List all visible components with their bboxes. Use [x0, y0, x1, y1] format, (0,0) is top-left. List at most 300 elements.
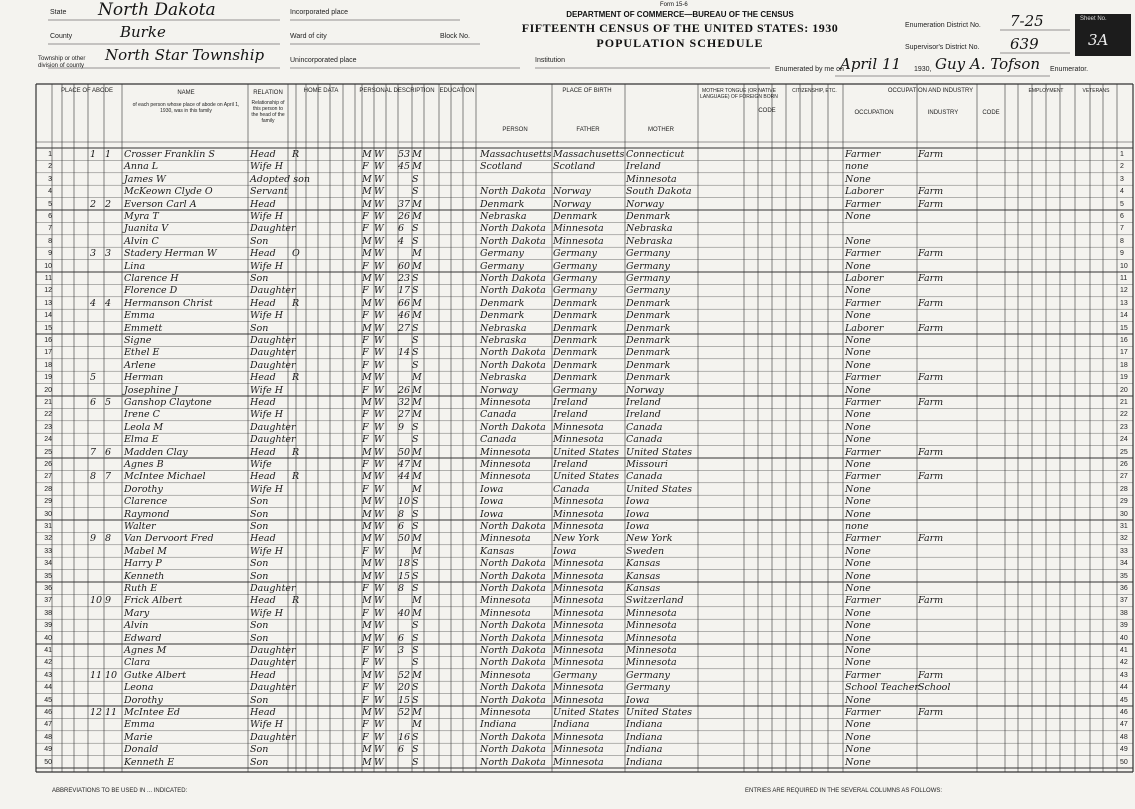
cell-occ: None: [845, 409, 871, 421]
cell-fbp: Minnesota: [553, 756, 604, 768]
row-number: 48: [44, 733, 52, 741]
row-number: 13: [44, 299, 52, 307]
row-number: 19: [44, 374, 52, 382]
cell-name: Myra T: [124, 211, 159, 222]
cell-bp: Iowa: [480, 496, 504, 508]
cell-ind: Farm: [918, 372, 944, 384]
cell-bp: Nebraska: [480, 211, 527, 222]
row-number: 23: [44, 423, 52, 431]
cell-mar: S: [412, 570, 419, 582]
cell-fbp: Minnesota: [553, 521, 604, 532]
row-number-right: 36: [1120, 585, 1128, 592]
cell-age: 44: [398, 471, 411, 483]
cell-sex: M: [362, 632, 372, 644]
cell-rel: Wife: [250, 459, 272, 470]
row-number-right: 3: [1120, 175, 1124, 183]
cell-mbp: Denmark: [626, 372, 671, 384]
row-number-right: 28: [1120, 485, 1128, 493]
county-label: County: [50, 33, 73, 40]
cell-mbp: Minnesota: [626, 645, 677, 656]
cell-name: Florence D: [124, 285, 178, 297]
cell-ind: Farm: [918, 198, 944, 210]
row-number: 43: [44, 671, 52, 679]
cell-mar: S: [412, 657, 419, 669]
row-number: 34: [44, 560, 52, 568]
cell-ind: Farm: [918, 707, 944, 718]
cell-sex: M: [362, 273, 372, 284]
cell-mar: S: [412, 322, 419, 334]
cell-age: 50: [398, 446, 411, 458]
cell-rel: Son: [250, 620, 269, 632]
cell-race: W: [374, 707, 384, 718]
cell-rel: Daughter: [250, 731, 296, 743]
cell-bp: North Dakota: [480, 570, 546, 582]
cell-sex: M: [362, 756, 372, 768]
row-number-right: 5: [1120, 200, 1124, 208]
cell-name: Dorothy: [124, 694, 163, 706]
cell-mbp: Switzerland: [626, 595, 684, 607]
cell-occ: None: [845, 335, 871, 346]
row-number: 31: [44, 523, 52, 530]
cell-sex: M: [362, 533, 372, 545]
cell-occ: Farmer: [845, 533, 881, 545]
cell-age: 20: [398, 682, 411, 694]
row-number-right: 25: [1120, 448, 1128, 456]
row-number-right: 20: [1120, 386, 1128, 394]
cell-bp: Nebraska: [480, 372, 527, 384]
cell-race: W: [374, 446, 384, 458]
row-number-right: 37: [1120, 597, 1128, 605]
cell-race: W: [374, 669, 384, 681]
cell-fbp: Norway: [553, 186, 591, 198]
cell-fbp: Massachusetts: [553, 149, 625, 160]
cell-age: 26: [398, 211, 411, 222]
cell-occ: None: [845, 756, 871, 768]
cell-sex: F: [362, 421, 369, 433]
footer-entries: ENTRIES ARE REQUIRED IN THE SEVERAL COLUMNS AS FOLLOWS:: [745, 788, 943, 794]
cell-mar: S: [412, 583, 419, 594]
cell-race: W: [374, 533, 384, 545]
cell-mbp: Minnesota: [626, 657, 677, 669]
cell-dw: 5: [90, 372, 97, 384]
cell-sex: M: [362, 471, 372, 483]
cell-dw: 1: [90, 149, 97, 160]
birth-father-subhead: FATHER: [576, 127, 600, 133]
cell-rel: Wife H: [250, 483, 284, 495]
cell-sex: F: [362, 607, 369, 619]
cell-name: Leona: [124, 682, 154, 694]
cell-race: W: [374, 359, 384, 371]
cell-occ: None: [845, 347, 871, 359]
enum-district-label: Enumeration District No.: [905, 22, 981, 29]
cell-mar: M: [412, 211, 422, 222]
cell-age: 26: [398, 384, 411, 396]
group-occupation-industry: OCCUPATION AND INDUSTRY: [887, 88, 974, 94]
cell-rel: Son: [250, 744, 269, 756]
cell-mbp: Germany: [626, 669, 670, 681]
cell-occ: None: [845, 483, 871, 495]
cell-mbp: Sweden: [626, 545, 665, 557]
cell-fam: 1: [105, 149, 112, 160]
cell-occ: None: [845, 632, 871, 644]
cell-bp: Minnesota: [480, 707, 531, 718]
cell-mar: S: [412, 731, 419, 743]
cell-race: W: [374, 434, 384, 446]
cell-bp: Minnesota: [480, 397, 531, 408]
cell-race: W: [374, 682, 384, 694]
cell-bp: Norway: [480, 384, 518, 396]
row-number-right: 50: [1120, 758, 1128, 766]
cell-sex: M: [362, 235, 372, 247]
cell-name: Clarence: [124, 496, 168, 508]
cell-bp: Denmark: [480, 297, 525, 309]
cell-fam: 3: [105, 248, 112, 260]
row-number: 5: [48, 200, 52, 208]
cell-rel: Daughter: [250, 285, 296, 297]
row-number: 44: [44, 684, 52, 692]
cell-occ: Farmer: [845, 248, 881, 260]
cell-mbp: Iowa: [626, 508, 650, 520]
cell-sex: F: [362, 223, 369, 235]
row-number-right: 12: [1120, 287, 1128, 295]
row-number: 4: [48, 188, 52, 196]
cell-rel: Daughter: [250, 359, 296, 371]
group-name: NAME: [177, 90, 195, 96]
cell-ind: School: [918, 682, 951, 694]
cell-fam: 2: [105, 198, 112, 210]
row-number: 38: [44, 609, 52, 617]
row-number-right: 14: [1120, 312, 1128, 320]
cell-dw: 10: [90, 595, 103, 607]
row-number: 39: [44, 622, 52, 630]
cell-bp: North Dakota: [480, 632, 546, 644]
cell-race: W: [374, 273, 384, 284]
cell-mbp: Germany: [626, 273, 670, 284]
cell-fbp: Denmark: [553, 335, 598, 346]
row-number: 24: [44, 436, 52, 444]
cell-ind: Farm: [918, 322, 944, 334]
cell-name: McKeown Clyde O: [124, 186, 213, 198]
cell-occ: None: [845, 285, 871, 297]
cell-race: W: [374, 645, 384, 656]
cell-mbp: Denmark: [626, 211, 671, 222]
state-label: State: [50, 9, 67, 16]
cell-name: Elma E: [124, 434, 159, 446]
row-number-right: 2: [1120, 163, 1124, 171]
row-number-right: 48: [1120, 733, 1128, 741]
cell-mbp: Iowa: [626, 694, 650, 706]
cell-mar: S: [412, 347, 419, 359]
cell-occ: none: [845, 161, 869, 173]
cell-sex: F: [362, 731, 369, 743]
cell-sex: M: [362, 595, 372, 607]
cell-name: Harry P: [124, 558, 162, 570]
cell-bp: North Dakota: [480, 558, 546, 570]
cell-bp: Denmark: [480, 310, 525, 322]
cell-dw: 2: [90, 198, 97, 210]
cell-rel: Head: [250, 533, 276, 545]
row-number: 12: [44, 287, 52, 295]
cell-name: Kenneth: [124, 570, 165, 582]
cell-race: W: [374, 235, 384, 247]
cell-race: W: [374, 421, 384, 433]
cell-bp: Canada: [480, 409, 517, 421]
cell-rel: Wife H: [250, 384, 284, 396]
row-number: 32: [44, 535, 52, 543]
enumerator-suffix: Enumerator.: [1050, 66, 1089, 73]
cell-age: 14: [398, 347, 411, 359]
cell-occ: None: [845, 570, 871, 582]
row-number-right: 29: [1120, 498, 1128, 506]
cell-fbp: United States: [553, 446, 620, 458]
cell-mbp: Nebraska: [626, 223, 673, 235]
cell-bp: North Dakota: [480, 186, 546, 198]
cell-sex: M: [362, 707, 372, 718]
cell-age: 17: [398, 285, 411, 297]
cell-mar: S: [412, 434, 419, 446]
cell-mar: M: [412, 310, 422, 322]
cell-sex: F: [362, 583, 369, 594]
row-number: 17: [44, 349, 52, 357]
row-number-right: 15: [1120, 324, 1128, 332]
supervisor-label: Supervisor's District No.: [905, 44, 980, 51]
cell-fbp: Iowa: [553, 545, 577, 557]
cell-occ: Farmer: [845, 397, 881, 408]
cell-mar: M: [412, 198, 422, 210]
state-value: North Dakota: [98, 0, 216, 20]
cell-mbp: Minnesota: [626, 620, 677, 632]
cell-fbp: New York: [553, 533, 600, 545]
row-number-right: 1: [1120, 151, 1124, 158]
cell-mbp: Iowa: [626, 521, 650, 532]
row-number: 1: [48, 151, 52, 158]
cell-bp: Nebraska: [480, 322, 527, 334]
cell-occ: None: [845, 558, 871, 570]
cell-rel: Head: [250, 149, 276, 160]
cell-mar: M: [412, 533, 422, 545]
cell-ind: Farm: [918, 273, 944, 284]
cell-age: 32: [398, 397, 411, 408]
cell-name: Dorothy: [124, 483, 163, 495]
cell-fbp: Minnesota: [553, 421, 604, 433]
cell-mar: S: [412, 508, 419, 520]
cell-name: Ethel E: [124, 347, 160, 359]
cell-race: W: [374, 335, 384, 346]
cell-mar: M: [412, 545, 422, 557]
cell-race: W: [374, 570, 384, 582]
cell-rel: Head: [250, 248, 276, 260]
cell-fbp: Minnesota: [553, 508, 604, 520]
row-number-right: 6: [1120, 213, 1124, 220]
cell-mbp: Denmark: [626, 297, 671, 309]
cell-race: W: [374, 211, 384, 222]
cell-name: James W: [124, 173, 166, 185]
row-number-right: 31: [1120, 523, 1128, 530]
cell-race: W: [374, 285, 384, 297]
cell-fbp: Minnesota: [553, 645, 604, 656]
cell-fam: 8: [105, 533, 112, 545]
cell-dw: 11: [90, 669, 103, 681]
row-number: 18: [44, 361, 52, 369]
group-citizenship: CITIZENSHIP, ETC.: [792, 88, 837, 94]
department-title: DEPARTMENT OF COMMERCE—BUREAU OF THE CENSUS: [566, 10, 794, 19]
row-number-right: 23: [1120, 423, 1128, 431]
form-number: Form 15-6: [660, 2, 688, 8]
cell-rel: Head: [250, 297, 276, 309]
cell-occ: Farmer: [845, 595, 881, 607]
cell-mar: M: [412, 297, 422, 309]
cell-sex: M: [362, 322, 372, 334]
cell-age: 50: [398, 533, 411, 545]
cell-mbp: Nebraska: [626, 235, 673, 247]
cell-rel: Son: [250, 521, 269, 532]
cell-bp: North Dakota: [480, 235, 546, 247]
row-number: 37: [44, 597, 52, 605]
cell-bp: Minnesota: [480, 446, 531, 458]
cell-sex: M: [362, 508, 372, 520]
group-relation: RELATION: [253, 90, 283, 96]
row-number-right: 7: [1120, 225, 1124, 233]
row-number-right: 19: [1120, 374, 1128, 382]
cell-mar: M: [412, 471, 422, 483]
row-number: 47: [44, 721, 52, 729]
name-subhead: of each person whose place of abode on April 1, 1930, was in this family: [132, 102, 240, 114]
cell-dw: 6: [90, 397, 97, 408]
cell-sex: F: [362, 161, 369, 173]
cell-sex: F: [362, 211, 369, 222]
cell-rel: Head: [250, 397, 276, 408]
cell-bp: Germany: [480, 248, 524, 260]
cell-mar: S: [412, 620, 419, 632]
row-number: 20: [44, 386, 52, 394]
cell-fbp: Denmark: [553, 211, 598, 222]
cell-fbp: Minnesota: [553, 694, 604, 706]
cell-mbp: Indiana: [626, 719, 663, 731]
cell-fbp: Minnesota: [553, 223, 604, 235]
cell-mbp: Indiana: [626, 756, 663, 768]
cell-occ: None: [845, 211, 871, 222]
cell-fam: 7: [105, 471, 112, 483]
cell-rel: Head: [250, 372, 276, 384]
cell-rel: Daughter: [250, 583, 296, 594]
cell-sex: F: [362, 260, 369, 272]
cell-fbp: Minnesota: [553, 607, 604, 619]
row-number-right: 40: [1120, 634, 1128, 642]
cell-mbp: Denmark: [626, 322, 671, 334]
cell-mbp: Norway: [626, 384, 664, 396]
cell-sex: F: [362, 682, 369, 694]
cell-rel: Son: [250, 496, 269, 508]
cell-name: Irene C: [124, 409, 160, 421]
cell-sex: F: [362, 719, 369, 731]
cell-race: W: [374, 471, 384, 483]
cell-dw: 3: [90, 248, 97, 260]
cell-sex: M: [362, 297, 372, 309]
cell-mar: S: [412, 173, 419, 185]
cell-dw: 9: [90, 533, 97, 545]
cell-mar: S: [412, 496, 419, 508]
cell-age: 18: [398, 558, 411, 570]
cell-name: Hermanson Christ: [124, 297, 213, 309]
occupation-subhead: OCCUPATION: [854, 110, 894, 116]
row-number-right: 9: [1120, 250, 1124, 258]
cell-name: Herman: [124, 372, 164, 384]
cell-rel: Wife H: [250, 161, 284, 173]
cell-name: Lina: [124, 260, 146, 272]
cell-occ: None: [845, 384, 871, 396]
row-number-right: 49: [1120, 746, 1128, 754]
cell-fbp: Denmark: [553, 297, 598, 309]
row-number-right: 46: [1120, 709, 1128, 716]
row-number: 41: [44, 647, 52, 654]
cell-occ: Laborer: [845, 273, 884, 284]
cell-fbp: Germany: [553, 260, 597, 272]
row-number-right: 30: [1120, 510, 1128, 518]
cell-occ: School Teacher: [845, 682, 919, 694]
row-number: 27: [44, 473, 52, 481]
cell-race: W: [374, 173, 384, 185]
cell-mar: M: [412, 669, 422, 681]
cell-mbp: Canada: [626, 434, 663, 446]
cell-rel: Adopted son: [250, 173, 310, 185]
cell-name: Stadery Herman W: [124, 248, 217, 260]
cell-rel: Daughter: [250, 682, 296, 694]
cell-name: Donald: [124, 744, 159, 756]
cell-race: W: [374, 161, 384, 173]
cell-rel: Daughter: [250, 223, 296, 235]
cell-name: Leola M: [124, 421, 164, 433]
cell-ind: Farm: [918, 149, 944, 160]
cell-fbp: Denmark: [553, 372, 598, 384]
cell-rel: Wife H: [250, 211, 284, 222]
cell-age: 10: [398, 496, 411, 508]
cell-age: 9: [398, 421, 405, 433]
cell-rel: Son: [250, 235, 269, 247]
cell-bp: North Dakota: [480, 731, 546, 743]
cell-fbp: Minnesota: [553, 731, 604, 743]
cell-rel: Son: [250, 694, 269, 706]
cell-ind: Farm: [918, 533, 944, 545]
cell-occ: None: [845, 694, 871, 706]
cell-mbp: United States: [626, 483, 693, 495]
cell-bp: Minnesota: [480, 459, 531, 470]
cell-fbp: Minnesota: [553, 235, 604, 247]
cell-sex: F: [362, 694, 369, 706]
cell-race: W: [374, 322, 384, 334]
relation-subhead: Relationship of this person to the head of the family: [251, 100, 285, 124]
row-number: 8: [48, 237, 52, 245]
cell-ind: Farm: [918, 248, 944, 260]
cell-bp: North Dakota: [480, 645, 546, 656]
cell-name: Clarence H: [124, 273, 179, 284]
cell-rel: Daughter: [250, 434, 296, 446]
cell-bp: North Dakota: [480, 347, 546, 359]
county-value: Burke: [120, 23, 166, 41]
row-number: 35: [44, 572, 52, 580]
cell-rel: Daughter: [250, 645, 296, 656]
cell-race: W: [374, 521, 384, 532]
cell-home: O: [292, 248, 300, 260]
cell-race: W: [374, 223, 384, 235]
cell-name: McIntee Michael: [124, 471, 206, 483]
cell-bp: Canada: [480, 434, 517, 446]
row-number-right: 45: [1120, 696, 1128, 704]
cell-name: Emma: [124, 719, 155, 731]
cell-dw: 7: [90, 446, 97, 458]
cell-race: W: [374, 545, 384, 557]
cell-fbp: Germany: [553, 273, 597, 284]
cell-race: W: [374, 297, 384, 309]
